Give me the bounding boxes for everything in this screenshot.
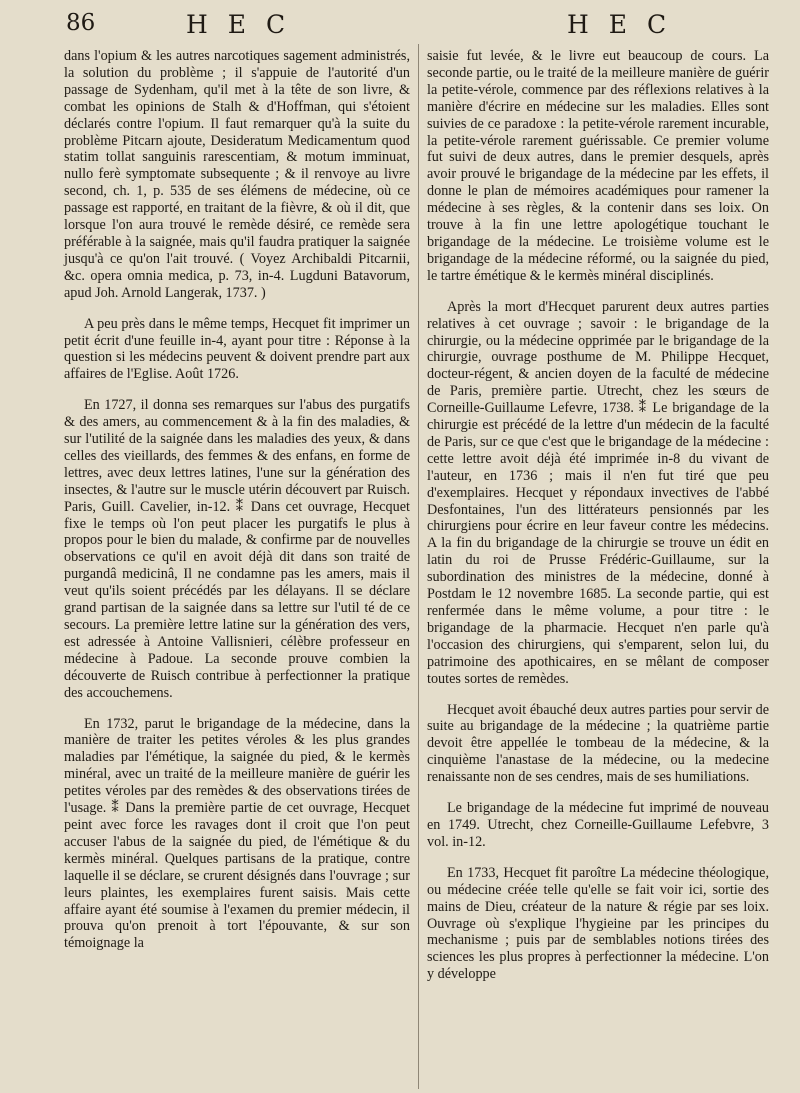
running-head-right: H E C bbox=[567, 10, 673, 39]
page-number: 86 bbox=[66, 10, 96, 36]
paragraph-brigandage-1732: En 1732, parut le brigandage de la médecine, dans la manière de traiter les petites véroles & les plus grandes maladies par l'émétique, la saignée du pied, & le kermès minéral, avec un traité de la meilleure manière de guérir les petites véroles par des remèdes & des observations tirées de l'usage. ⁑ Dans la première partie de cet ouvrage, Hecquet peint avec force les ravages dont il croit que l'on peut accuser l'abus de la saignée du pied, de l'émétique & du kermès minéral. Quelques partisans de la pratique, contre laquelle il se déclare, se crurent désignés dans l'ouvrage ; sur leurs plaintes, les exemplaires furent saisis. Mais cette affaire ayant été soumise à l'examen du premier médecin, il prouva qu'on prenoit à tort l'épouvante, & sur son témoignage la bbox=[64, 715, 410, 952]
column-divider bbox=[418, 44, 419, 1089]
right-column bbox=[427, 48, 769, 983]
left-column bbox=[64, 48, 410, 952]
paragraph-opium-pitcarn: dans l'opium & les autres narcotiques sagement administrés, la solution du problème ; il s'appuie de l'autorité d'un passage de Sydenham, qu'il met à la tête de son livre, & combat les opinions de Stalh & d'Hoffman, qui s'étoient déclarés contre l'opium. Il faut remarquer qu'à la suite du problème Pitcarn ajoute, Desideratum Medicamentum quod statim tollat sanguinis rarescentiam, & motum imminuat, nullo ferè symptomate subsequente ; & il renvoye au livre second, ch. 1, p. 535 de ses élémens de médecine, où ce passage est rapporté, en traitant de la fièvre, & où il dit, que lorsque l'on aura trouvé le remède désiré, ce remède sera préférable à la saignée, mais qu'il faudra pratiquer la saignée jusqu'à ce qu'on l'ait trouvé. ( Voyez Archibaldi Pitcarnii, &c. opera omnia medica, p. 73, in-4. Lugduni Batavorum, apud Joh. Arnold Langerak, 1737. ) bbox=[64, 48, 410, 301]
paragraph-saisie-levee: saisie fut levée, & le livre eut beaucoup de cours. La seconde partie, ou le traité de la meilleure manière de guérir la petite-vérole, commence par des réflexions relatives à la manière d'écrire en médecine sur les maladies. Elles sont suivies de ce paradoxe : la petite-vérole rarement incurable, la petite-vérole rarement guérissable. Ce premier volume fut suivi de deux autres, dans le premier desquels, après avoir prouvé le brigandage de la médecine par les effets, il donne le plan de mémoires académiques pour ramener la médecine à ses règles, & la contenir dans ses loix. On trouve à la fin une lettre apologétique touchant le brigandage de la médecine. Le troisième volume est le brigandage de la médecine réformé, ou la saignée du pied, le tartre émétique & le kermès minéral disciplinés. bbox=[427, 48, 769, 284]
paragraph-apres-la-mort: Après la mort d'Hecquet parurent deux autres parties relatives à cet ouvrage ; savoir : le brigandage de la chirurgie, ou la médecine opprimée par le brigandage de la chirurgie, ouvrage posthume de M. Philippe Hecquet, docteur-régent, & ancien doyen de la faculté de médecine de Paris, première partie. Utrecht, chez les sœurs de Corneille-Guillaume Lefevre, 1738. ⁑ Le brigandage de la chirurgie est précédé de la lettre d'un médecin de la faculté de Paris, sur ce que c'est que le brigandage de la médecine : cette lettre avoit déjà été imprimée in-8 du vivant de l'auteur, en 1736 ; mais il n'en fut tiré que peu d'exemplaires. Hecquet y répondaux invectives de l'abbé Desfontaines, l'un des littérateurs pensionnés par les chirurgiens pour écrire en leur faveur contre les médecins. A la fin du brigandage de la chirurgie se trouve un édit en latin du roi de Prusse Frédéric-Guillaume, sur la subordination des ministres de la médecine, donné à Postdam le 12 novembre 1685. La seconde partie, qui est renfermée dans le même volume, a pour titre : le brigandage de la pharmacie. Hecquet n'en parle qu'à l'occasion des chirurgiens, qui s'emparent, selon lui, du patrimoine des apothicaires, en se mêlant de composer toutes sortes de remèdes. bbox=[427, 298, 769, 687]
paragraph-reimpression-1749: Le brigandage de la médecine fut imprimé de nouveau en 1749. Utrecht, chez Corneille-Guillaume Lefebvre, 3 vol. in-12. bbox=[427, 800, 769, 850]
paragraph-reponse-question: A peu près dans le même temps, Hecquet fit imprimer un petit écrit d'une feuille in-4, ayant pour titre : Réponse à la question si les médecins peuvent & doivent prendre part aux affaires de l'Eglise. Août 1726. bbox=[64, 315, 410, 383]
paragraph-autres-parties: Hecquet avoit ébauché deux autres parties pour servir de suite au brigandage de la médecine ; la quatrième partie devoit être appellée le tombeau de la médecine, & la cinquième l'anastase de la médecine, ou la medecine renaissante non de ses cendres, mais de ses humiliations. bbox=[427, 701, 769, 786]
running-head-left: H E C bbox=[186, 10, 292, 39]
paragraph-remarques-1727: En 1727, il donna ses remarques sur l'abus des purgatifs & des amers, au commencement & à la fin des maladies, & sur l'utilité de la saignée dans les maladies des yeux, & dans celles des vieillards, des femmes & des enfans, en forme de lettres, avec deux lettres latines, l'une sur la génération des insectes, & l'autre sur le muscle utérin découvert par Ruisch. Paris, Guill. Cavelier, in-12. ⁑ Dans cet ouvrage, Hecquet fixe le temps où l'on peut placer les purgatifs le plus à propos pour le bien du malade, & confirme par de nouvelles observations ce qu'il en avoit déjà dit dans son traité de purgandâ medicinâ, Il ne condamne pas les amers, mais il veut qu'ils soient précédés par les délayans. Il se déclare grand partisan de la saignée dans sa lettre sur l'util té de ce secours. La première lettre latine sur la génération des vers, est adressée à Antoine Vallisnieri, célèbre professeur en médecine à Padoue. La seconde prouve combien la découverte de Ruisch contribue à perfectionner la pratique des accouchemens. bbox=[64, 397, 410, 701]
paragraph-medecine-theologique: En 1733, Hecquet fit paroître La médecine théologique, ou médecine créée telle qu'elle se fait voir ici, sortie des mains de Dieu, créateur de la nature & régie par ses loix. Ouvrage où s'explique l'hygieine par les principes du mechanisme ; puis par de semblables notions tirées des sciences les plus propres à perfectionner la médecine. L'on y développe bbox=[427, 864, 769, 983]
